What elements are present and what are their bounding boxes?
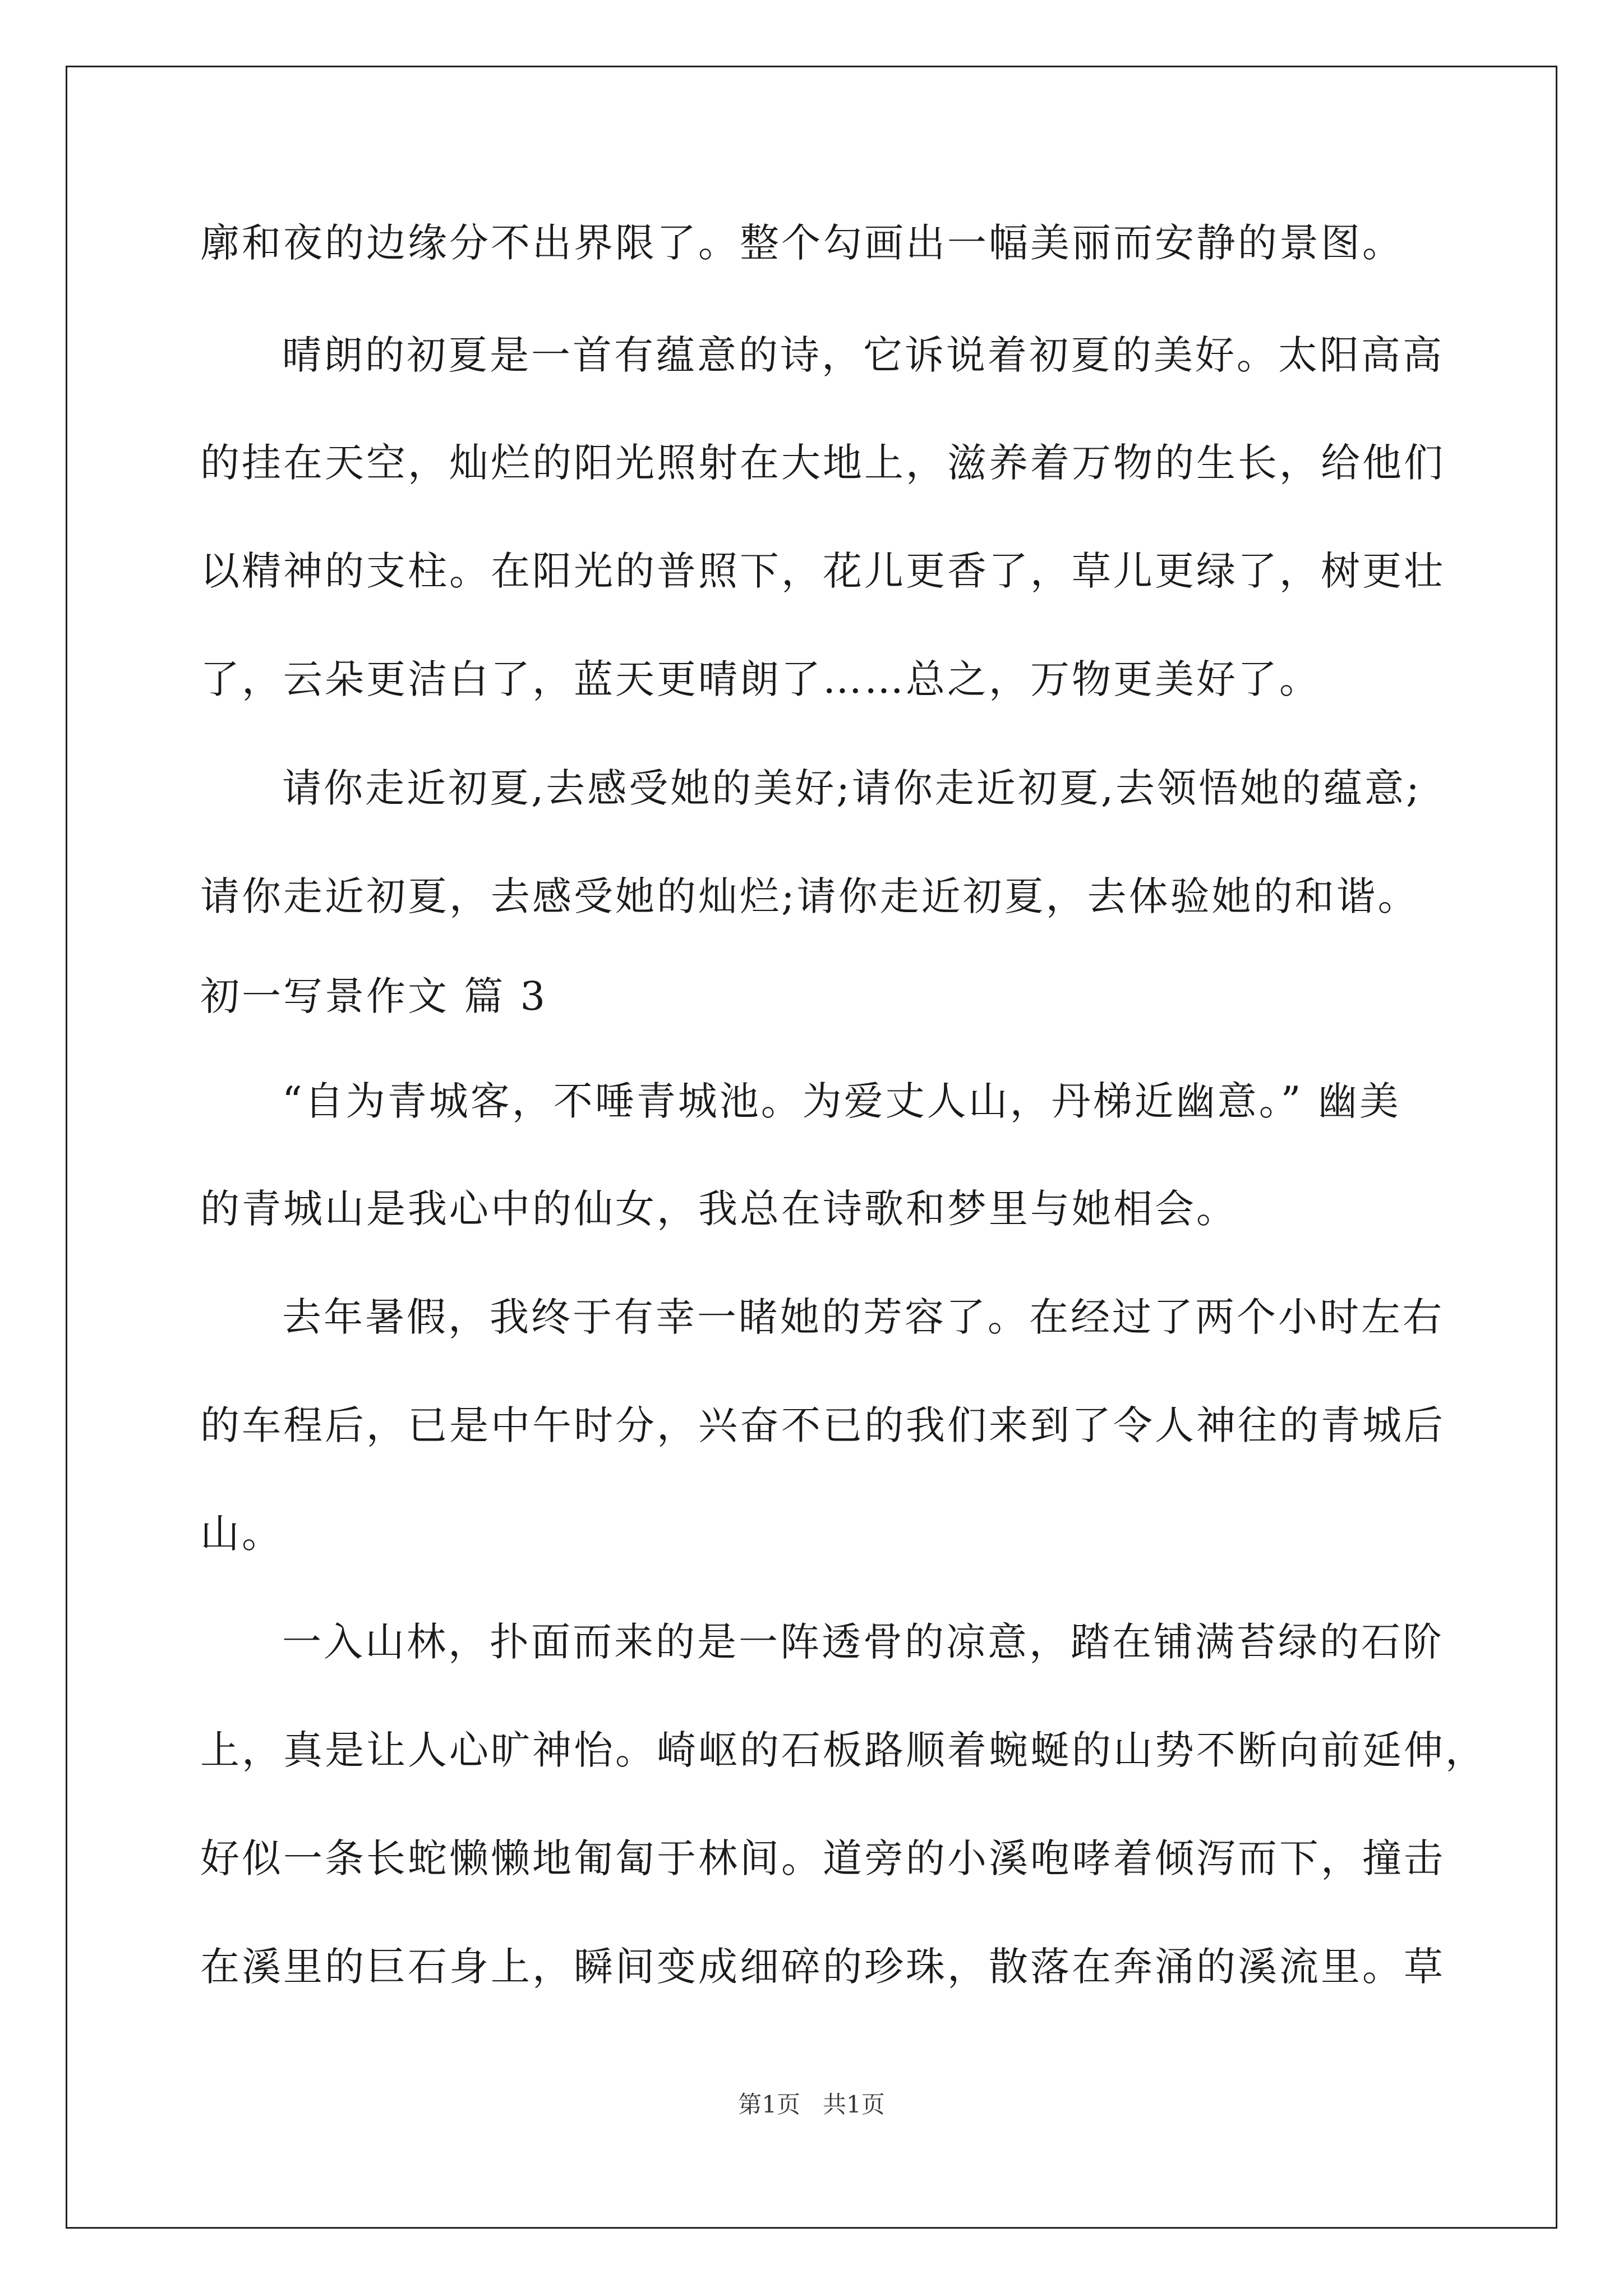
section-heading: 初一写景作文 篇 3 — [200, 973, 548, 1019]
text-line: 请你走近初夏,去感受她的美好;请你走近初夏,去领悟她的蕴意; — [282, 765, 1422, 811]
text-line: “自为青城客，不唾青城池。为爱丈人山，丹梯近幽意。” 幽美 — [282, 1078, 1401, 1124]
text-line: 一入山林，扑面而来的是一阵透骨的凉意，踏在铺满苔绿的石阶 — [282, 1619, 1444, 1665]
text-line: 的车程后，已是中午时分，兴奋不已的我们来到了令人神往的青城后 — [200, 1402, 1445, 1448]
text-line: 的挂在天空，灿烂的阳光照射在大地上，滋养着万物的生长，给他们 — [200, 440, 1445, 486]
text-line: 去年暑假，我终于有幸一睹她的芳容了。在经过了两个小时左右 — [282, 1294, 1444, 1340]
text-line: 在溪里的巨石身上，瞬间变成细碎的珍珠，散落在奔涌的溪流里。草 — [200, 1944, 1445, 1990]
text-line: 好似一条长蛇懒懒地匍匐于林间。道旁的小溪咆哮着倾泻而下，撞击 — [200, 1835, 1445, 1881]
page-border — [66, 66, 1557, 2229]
text-line: 以精神的支柱。在阳光的普照下，花儿更香了，草儿更绿了，树更壮 — [200, 548, 1445, 594]
text-line: 晴朗的初夏是一首有蕴意的诗，它诉说着初夏的美好。太阳高高 — [282, 332, 1444, 378]
text-line: 的青城山是我心中的仙女，我总在诗歌和梦里与她相会。 — [200, 1186, 1238, 1232]
text-line: 请你走近初夏，去感受她的灿烂;请你走近初夏，去体验她的和谐。 — [200, 873, 1419, 919]
page-footer: 第1页 共1页 — [738, 2091, 885, 2118]
text-line: 廓和夜的边缘分不出界限了。整个勾画出一幅美丽而安静的景图。 — [200, 220, 1404, 266]
text-line: 山。 — [200, 1511, 283, 1557]
text-line: 了，云朵更洁白了，蓝天更晴朗了……总之，万物更美好了。 — [200, 656, 1321, 702]
text-line: 上，真是让人心旷神怡。崎岖的石板路顺着蜿蜒的山势不断向前延伸， — [200, 1727, 1487, 1773]
